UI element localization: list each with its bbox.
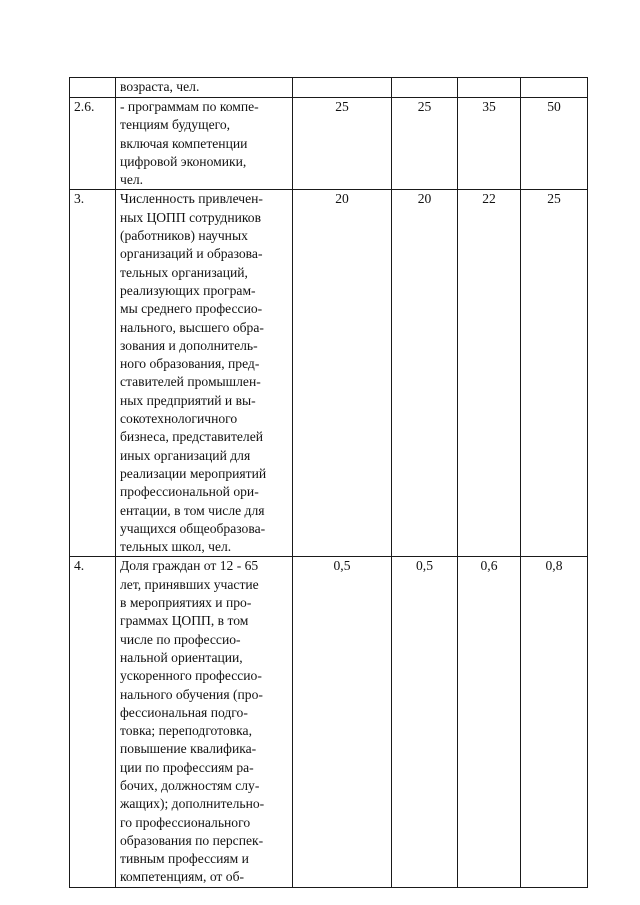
value-cell: 0,5 (392, 557, 458, 887)
row-number: 4. (70, 557, 116, 887)
row-number: 3. (70, 190, 116, 557)
value-cell: 0,5 (293, 557, 392, 887)
value-cell: 22 (458, 190, 521, 557)
value-cell: 25 (392, 98, 458, 190)
value-cell: 25 (293, 98, 392, 190)
row-number (70, 78, 116, 98)
value-cell: 0,8 (521, 557, 588, 887)
value-cell: 50 (521, 98, 588, 190)
table-row (70, 557, 588, 887)
indicator-description: Численность привлечен- ных ЦОПП сотрудников (работников) научных организаций и образова- тельных организаций, реализующих програм- мы среднего профессио- нального, высшего обра- зования и дополнитель- ного образования, пред- ставителей промышлен- ных предприятий и вы- сокотехнологичного бизнеса, представителей иных организаций для реализации мероприятий профессиональной ори- ентации, в том числе для учащихся общеобразова- тельных школ, чел. (116, 190, 293, 557)
indicator-description: Доля граждан от 12 - 65 лет, принявших участие в мероприятиях и про- граммах ЦОПП, в том числе по профессио- нальной ориентации, ускоренного профессио- нального обучения (про- фессиональная подго- товка; переподготовка, повышение квалифика- ции по профессиям ра- бочих, должностям слу- жащих); дополнительно- го профессионального образования по перспек- тивным профессиям и компетенциям, от об- (116, 557, 293, 887)
value-cell (392, 78, 458, 98)
value-cell (521, 78, 588, 98)
value-cell (458, 78, 521, 98)
indicators-table (69, 77, 588, 888)
value-cell: 20 (392, 190, 458, 557)
value-cell: 35 (458, 98, 521, 190)
table-row (70, 190, 588, 557)
row-number: 2.6. (70, 98, 116, 190)
value-cell (293, 78, 392, 98)
value-cell: 0,6 (458, 557, 521, 887)
indicator-description: возраста, чел. (116, 78, 293, 98)
value-cell: 20 (293, 190, 392, 557)
table-row (70, 78, 588, 98)
table-row (70, 98, 588, 190)
value-cell: 25 (521, 190, 588, 557)
indicator-description: - программам по компе- тенциям будущего, включая компетенции цифровой экономики, чел. (116, 98, 293, 190)
